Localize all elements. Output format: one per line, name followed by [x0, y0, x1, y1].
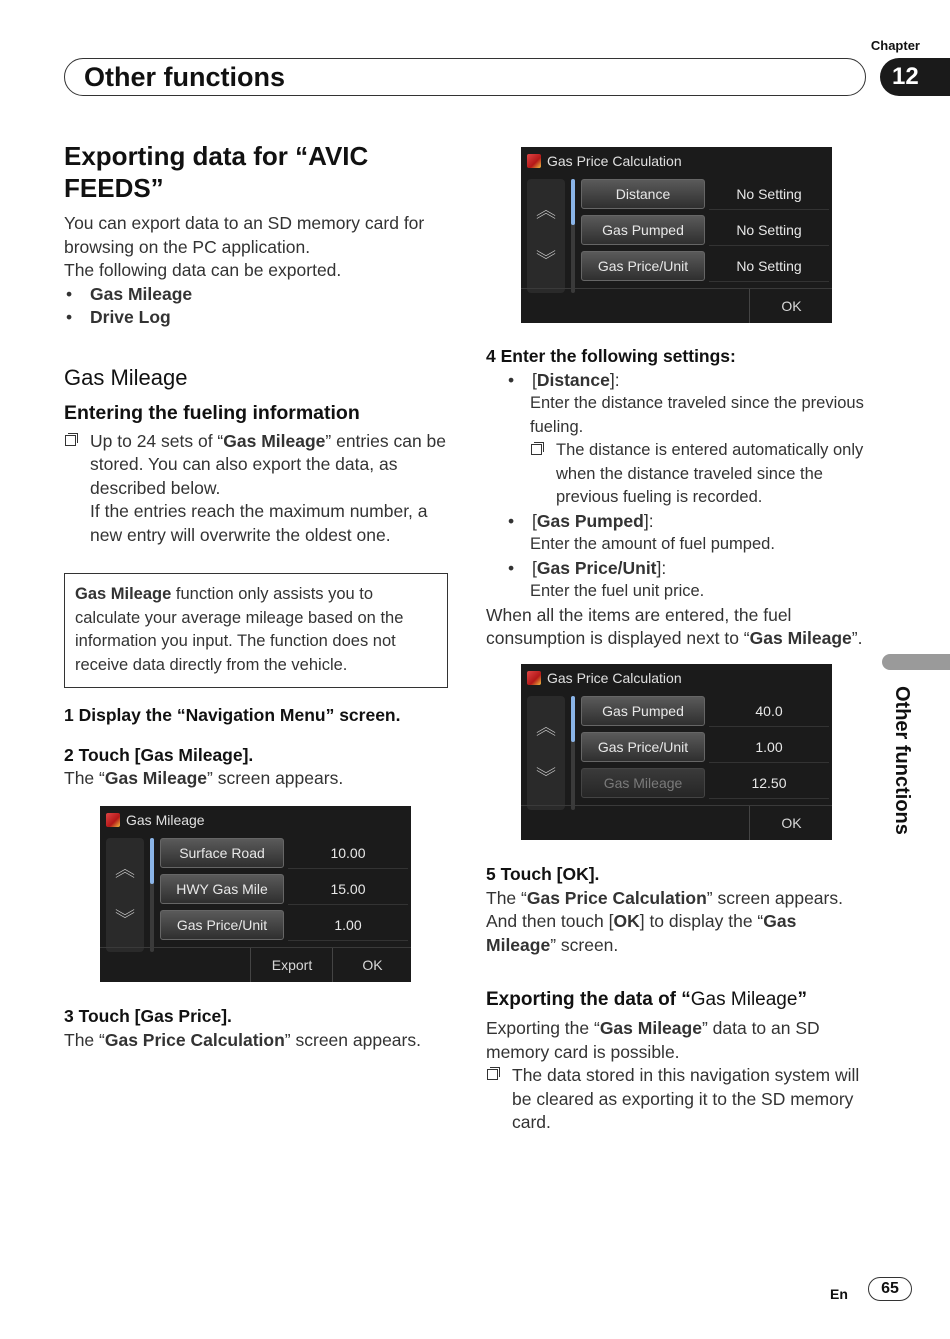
gas-price-unit-button[interactable]: Gas Price/Unit — [581, 732, 705, 762]
step-5: 5 Touch [OK]. — [486, 864, 600, 884]
screen-footer — [100, 947, 411, 982]
screen-footer — [521, 288, 832, 323]
chapter-label: Chapter — [870, 38, 920, 53]
gas-price-unit-value: No Setting — [709, 251, 829, 282]
scroll-arrows — [527, 179, 565, 293]
right-column — [486, 345, 870, 651]
scrollbar[interactable] — [571, 179, 575, 293]
hwy-gas-mile-value: 15.00 — [288, 874, 408, 905]
step-5-desc-1: The “Gas Price Calculation” screen appears. — [486, 887, 843, 908]
surface-road-value: 10.00 — [288, 838, 408, 869]
step-3-desc: The “Gas Price Calculation” screen appears. — [64, 1029, 421, 1050]
info-box: Gas Mileage function only assists you to calculate your average mileage based on the information you input. The function does not receive data directly from the vehicle. — [64, 573, 448, 688]
setting-gas-pumped: • [Gas Pumped]: — [506, 510, 870, 534]
screen-footer — [521, 805, 832, 840]
intro-text-2: The following data can be exported. — [64, 260, 342, 280]
checkbox-icon — [65, 435, 76, 446]
scrollbar[interactable] — [150, 838, 154, 952]
setting-gas-price: • [Gas Price/Unit]: — [506, 557, 870, 581]
distance-value: No Setting — [709, 179, 829, 210]
scroll-down-icon[interactable]: ︾ — [115, 909, 135, 931]
chapter-number-tab: 12 — [880, 58, 950, 96]
right-column-lower — [486, 863, 870, 1135]
page-title: Exporting data for “AVIC FEEDS” — [64, 141, 369, 203]
side-tab-bar — [882, 654, 950, 670]
gas-price-desc: Enter the fuel unit price. — [530, 582, 705, 600]
gas-price-unit-value: 1.00 — [709, 732, 829, 763]
scroll-down-icon[interactable]: ︾ — [536, 250, 556, 272]
scroll-arrows — [527, 696, 565, 810]
gas-price-unit-button[interactable]: Gas Price/Unit — [160, 910, 284, 940]
step-4: 4 Enter the following settings: — [486, 346, 736, 366]
export-text: Exporting the “Gas Mileage” data to an SD memory card is possible. — [486, 1018, 820, 1062]
gas-mileage-button: Gas Mileage — [581, 768, 705, 798]
gas-mileage-value: 12.50 — [709, 768, 829, 799]
gas-price-calc-screenshot-2 — [521, 664, 832, 840]
side-tab-label: Other functions — [891, 686, 913, 835]
page-number: 65 — [868, 1277, 912, 1301]
distance-button[interactable]: Distance — [581, 179, 705, 209]
hwy-gas-mile-button[interactable]: HWY Gas Mile — [160, 874, 284, 904]
fueling-note: Up to 24 sets of “Gas Mileage” entries can be stored. You can also export the data, as described below. If the entries reach the maximum number, a new entry will overwrite the oldest one. — [64, 430, 448, 548]
left-column — [64, 140, 448, 791]
screen-title: Gas Mileage — [106, 811, 205, 829]
export-heading: Exporting the data of “Gas Mileage” — [486, 989, 807, 1010]
step-2-desc: The “Gas Mileage” screen appears. — [64, 768, 344, 788]
gas-pumped-value: No Setting — [709, 215, 829, 246]
gas-pumped-button[interactable]: Gas Pumped — [581, 215, 705, 245]
scrollbar[interactable] — [571, 696, 575, 810]
ok-button[interactable]: OK — [749, 806, 833, 840]
scroll-up-icon[interactable]: ︽ — [536, 200, 556, 222]
gas-price-unit-button[interactable]: Gas Price/Unit — [581, 251, 705, 281]
gas-pumped-value: 40.0 — [709, 696, 829, 727]
step-2: 2 Touch [Gas Mileage]. — [64, 744, 254, 765]
intro-text: You can export data to an SD memory card for browsing on the PC application. — [64, 213, 425, 257]
scroll-arrows — [106, 838, 144, 952]
export-button[interactable]: Export — [250, 948, 333, 982]
step-5-desc-2: And then touch [OK] to display the “Gas Mileage” screen. — [486, 911, 797, 955]
gas-mileage-heading: Gas Mileage — [64, 364, 188, 390]
gas-mileage-screenshot — [100, 806, 411, 982]
fueling-heading: Entering the fueling information — [64, 401, 360, 424]
scroll-down-icon[interactable]: ︾ — [536, 767, 556, 789]
checkbox-icon — [531, 444, 542, 455]
step-3: 3 Touch [Gas Price]. — [64, 1006, 232, 1026]
distance-desc: Enter the distance traveled since the previous fueling. — [530, 394, 864, 436]
gas-pumped-desc: Enter the amount of fuel pumped. — [530, 535, 775, 553]
step-3-block — [64, 1005, 448, 1052]
screen-title: Gas Price Calculation — [527, 152, 682, 170]
language-label: En — [830, 1286, 848, 1302]
gas-pumped-button[interactable]: Gas Pumped — [581, 696, 705, 726]
export-item: • Gas Mileage — [64, 283, 448, 307]
surface-road-button[interactable]: Surface Road — [160, 838, 284, 868]
scroll-up-icon[interactable]: ︽ — [115, 859, 135, 881]
ok-button[interactable]: OK — [749, 289, 833, 323]
export-note: The data stored in this navigation system will be cleared as exporting it to the SD memory card. — [486, 1064, 870, 1135]
section-title: Other functions — [84, 62, 285, 92]
consumption-text: When all the items are entered, the fuel consumption is displayed next to “Gas Mileage”. — [486, 604, 863, 648]
scroll-up-icon[interactable]: ︽ — [536, 717, 556, 739]
screen-title: Gas Price Calculation — [527, 669, 682, 687]
step-1: 1 Display the “Navigation Menu” screen. — [64, 705, 401, 725]
gas-price-calc-screenshot-1 — [521, 147, 832, 323]
setting-distance: • [Distance]: — [506, 369, 870, 393]
ok-button[interactable]: OK — [332, 948, 412, 982]
export-item: • Drive Log — [64, 306, 448, 330]
distance-note: The distance is entered automatically only when the distance traveled since the previous fueling is recorded. — [530, 439, 870, 510]
gas-price-unit-value: 1.00 — [288, 910, 408, 941]
checkbox-icon — [487, 1069, 498, 1080]
